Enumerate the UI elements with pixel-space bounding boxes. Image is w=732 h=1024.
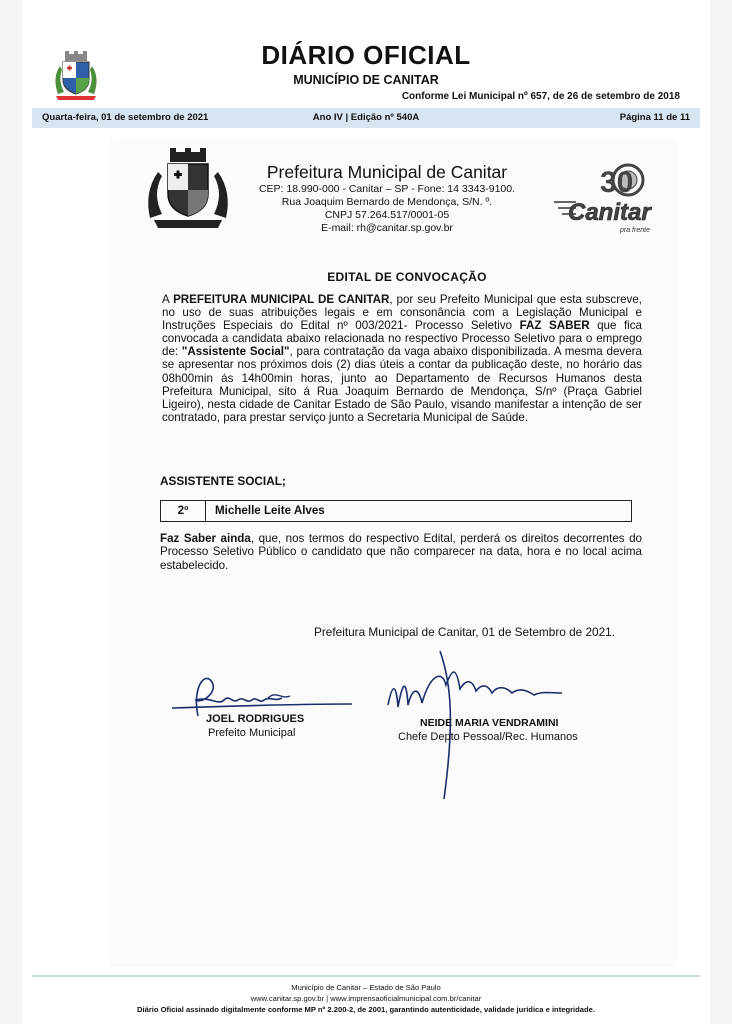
signer-right-name: NEIDE MARIA VENDRAMINI [420, 717, 559, 729]
page-number: Página 11 de 11 [619, 112, 690, 123]
letterhead-cnpj: CNPJ 57.264.517/0001-05 [324, 209, 450, 221]
edital-paragraph [162, 293, 642, 424]
footer-certification: Diário Oficial assinado digitalmente conforme MP nº 2.200-2, de 2001, garantindo autenticidade, validade jurídica e integridade. [137, 1005, 595, 1014]
faz-saber-paragraph [160, 532, 642, 572]
candidate-table [160, 500, 632, 522]
candidate-name: Michelle Leite Alves [215, 504, 325, 517]
letterhead-address: Rua Joaquim Bernardo de Mendonça, S/N. º. [281, 196, 493, 208]
letterhead-email: E-mail: rh@canitar.sp.gov.br [321, 222, 453, 234]
law-note: Conforme Lei Municipal nº 657, de 26 de setembro de 2018 [401, 91, 680, 102]
edition-number: Ano IV | Edição nº 540A [312, 112, 420, 123]
diario-oficial-page [22, 0, 710, 1024]
place-date-line: Prefeitura Municipal de Canitar, 01 de Setembro de 2021. [314, 625, 616, 639]
p1-bold-faz-saber: FAZ SABER [519, 319, 590, 333]
municipality-name: MUNICÍPIO DE CANITAR [293, 73, 439, 87]
canitar-30-years-logo [552, 160, 662, 236]
footer-divider [32, 975, 700, 977]
p2-part: , que, nos termos do respectivo Edital, perderá os direitos decorrentes do Processo Seletivo Público o candidato que não comparecer na data, hora e no local acima estabelecido. [160, 532, 642, 572]
p1-part: , para contratação da vaga abaixo disponibilizada. A mesma devera se apresentar nos próximos dois (2) dias úteis a contar da publicação deste, no horário das 08h00min ás 14h00min horas, junto ao Departamento de Recursos Humanos desta Prefeitura Municipal, sito á Rua Joaquim Bernardo de Mendonça, S/nº (Praça Gabriel Ligeiro), nesta cidade de Canitar Estado de São Paulo, visando manifestar a intenção de ser contratado, para prestar serviço junto a Secretaria Municipal de Saúde. [162, 345, 642, 424]
footer-websites: www.canitar.sp.gov.br | www.imprensaoficialmunicipal.com.br/canitar [250, 994, 482, 1003]
prefeitura-coat-of-arms-icon [144, 148, 232, 230]
edition-date: Quarta-feira, 01 de setembro de 2021 [42, 112, 209, 123]
letterhead-name: Prefeitura Municipal de Canitar [266, 162, 508, 182]
publication-title: DIÁRIO OFICIAL [261, 40, 471, 70]
footer-municipality: Município de Canitar – Estado de São Paulo [291, 983, 441, 992]
signer-left-name: JOEL RODRIGUES [206, 713, 305, 725]
letterhead-cep: CEP: 18.990-000 - Canitar – SP - Fone: 14 3343-9100. [258, 183, 516, 195]
logo-number: 30 [600, 166, 634, 199]
letterhead [232, 162, 542, 235]
edition-bar [32, 108, 700, 128]
section-title: ASSISTENTE SOCIAL; [160, 474, 286, 488]
logo-tagline: pra frente [620, 227, 650, 234]
signer-right-role: Chefe Depto Pessoal/Rec. Humanos [398, 731, 578, 743]
p1-part: que fica convocada a candidata abaixo relacionada no respectivo Processo Seletivo para o emprego de: [162, 319, 643, 359]
scanned-edital [112, 140, 676, 965]
edital-title: EDITAL DE CONVOCAÇÃO [327, 270, 487, 284]
p1-bold-prefeitura: PREFEITURA MUNICIPAL DE CANITAR [173, 293, 390, 306]
p1-bold-role: "Assistente Social" [181, 345, 290, 359]
p2-bold: Faz Saber ainda [160, 532, 251, 545]
candidate-rank: 2º [161, 501, 206, 521]
logo-text: Canitar [568, 199, 651, 226]
p1-part: , por seu Prefeito Municipal que esta subscreve, no uso de suas atribuições legais e em consonância com a Legislação Municipal e Instruções Especiais do Edital nº 003/2021- Processo Seletivo [162, 293, 642, 333]
p1-part: A [162, 293, 174, 306]
signer-left-role: Prefeito Municipal [208, 727, 296, 739]
